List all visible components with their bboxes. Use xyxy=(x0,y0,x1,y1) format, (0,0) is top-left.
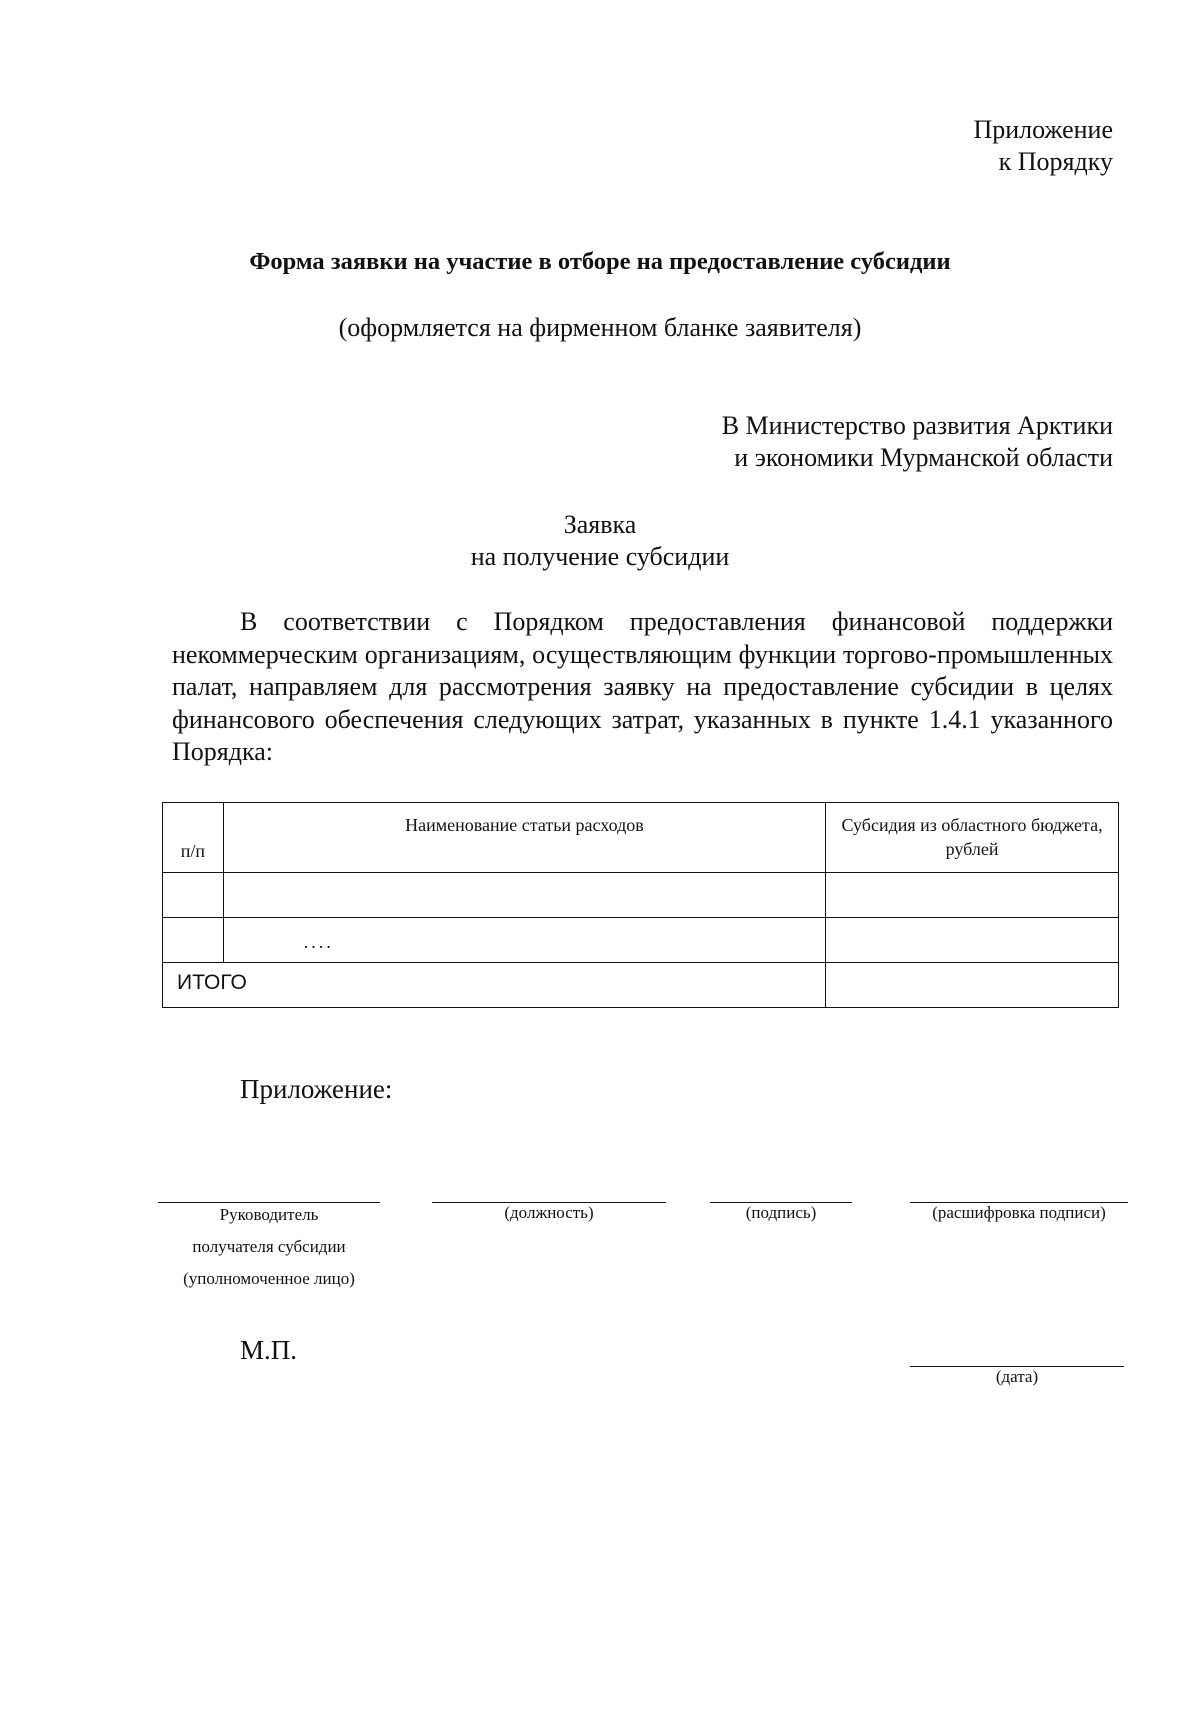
total-value-cell xyxy=(826,963,1119,1008)
recipient-block xyxy=(600,410,1113,474)
signature-caption: (подпись) xyxy=(745,1203,817,1222)
attachment-label: Приложение: xyxy=(240,1074,393,1104)
table-header-row xyxy=(163,803,1119,873)
header-cell-subsidy-amount: Субсидия из областного бюджета, рублей xyxy=(826,803,1119,873)
application-title-line2: на получение субсидии xyxy=(470,542,730,571)
expense-table xyxy=(162,802,1119,1008)
appendix-line1: Приложение xyxy=(973,115,1113,144)
header-cell-number: п/п xyxy=(163,803,224,873)
table-total-row xyxy=(163,963,1119,1008)
position-caption: (должность) xyxy=(504,1203,594,1222)
table-row xyxy=(163,873,1119,918)
stamp-place-label: М.П. xyxy=(240,1335,298,1365)
head-signature-line xyxy=(158,1202,380,1203)
header-cell-expense-item: Наименование статьи расходов xyxy=(223,803,825,873)
total-label: ИТОГО xyxy=(177,971,247,994)
head-caption: Руководитель получателя субсидии (уполномоченное лицо) xyxy=(183,1205,355,1288)
recipient-line2: и экономики Мурманской области xyxy=(734,443,1113,472)
application-title-line1: Заявка xyxy=(563,510,637,539)
form-title: Форма заявки на участие в отборе на предоставление субсидии xyxy=(249,248,951,275)
table-cell xyxy=(163,873,224,918)
recipient-line1: В Министерство развития Арктики xyxy=(721,411,1113,440)
table-ellipsis: .... xyxy=(303,932,334,952)
table-cell xyxy=(826,873,1119,918)
table-cell xyxy=(163,918,224,963)
total-label-cell xyxy=(163,963,826,1008)
table-cell xyxy=(826,918,1119,963)
decoding-caption: (расшифровка подписи) xyxy=(932,1203,1106,1222)
application-body: В соответствии с Порядком предоставления финансовой поддержки некоммерческим организациям, осуществляющим функции торгово-промышленных палат, направляем для рассмотрения заявку на предоставление субсидии в целях финансового обеспечения следующих затрат, указанных в пункте 1.4.1 указанного Порядка: xyxy=(172,607,1113,766)
date-caption: (дата) xyxy=(995,1367,1039,1386)
application-title xyxy=(300,509,900,573)
appendix-reference xyxy=(800,114,1113,178)
appendix-line2: к Порядку xyxy=(998,147,1113,176)
form-note: (оформляется на фирменном бланке заявителя) xyxy=(338,313,862,342)
table-row xyxy=(163,918,1119,963)
table-cell xyxy=(223,873,825,918)
table-cell xyxy=(223,918,825,963)
